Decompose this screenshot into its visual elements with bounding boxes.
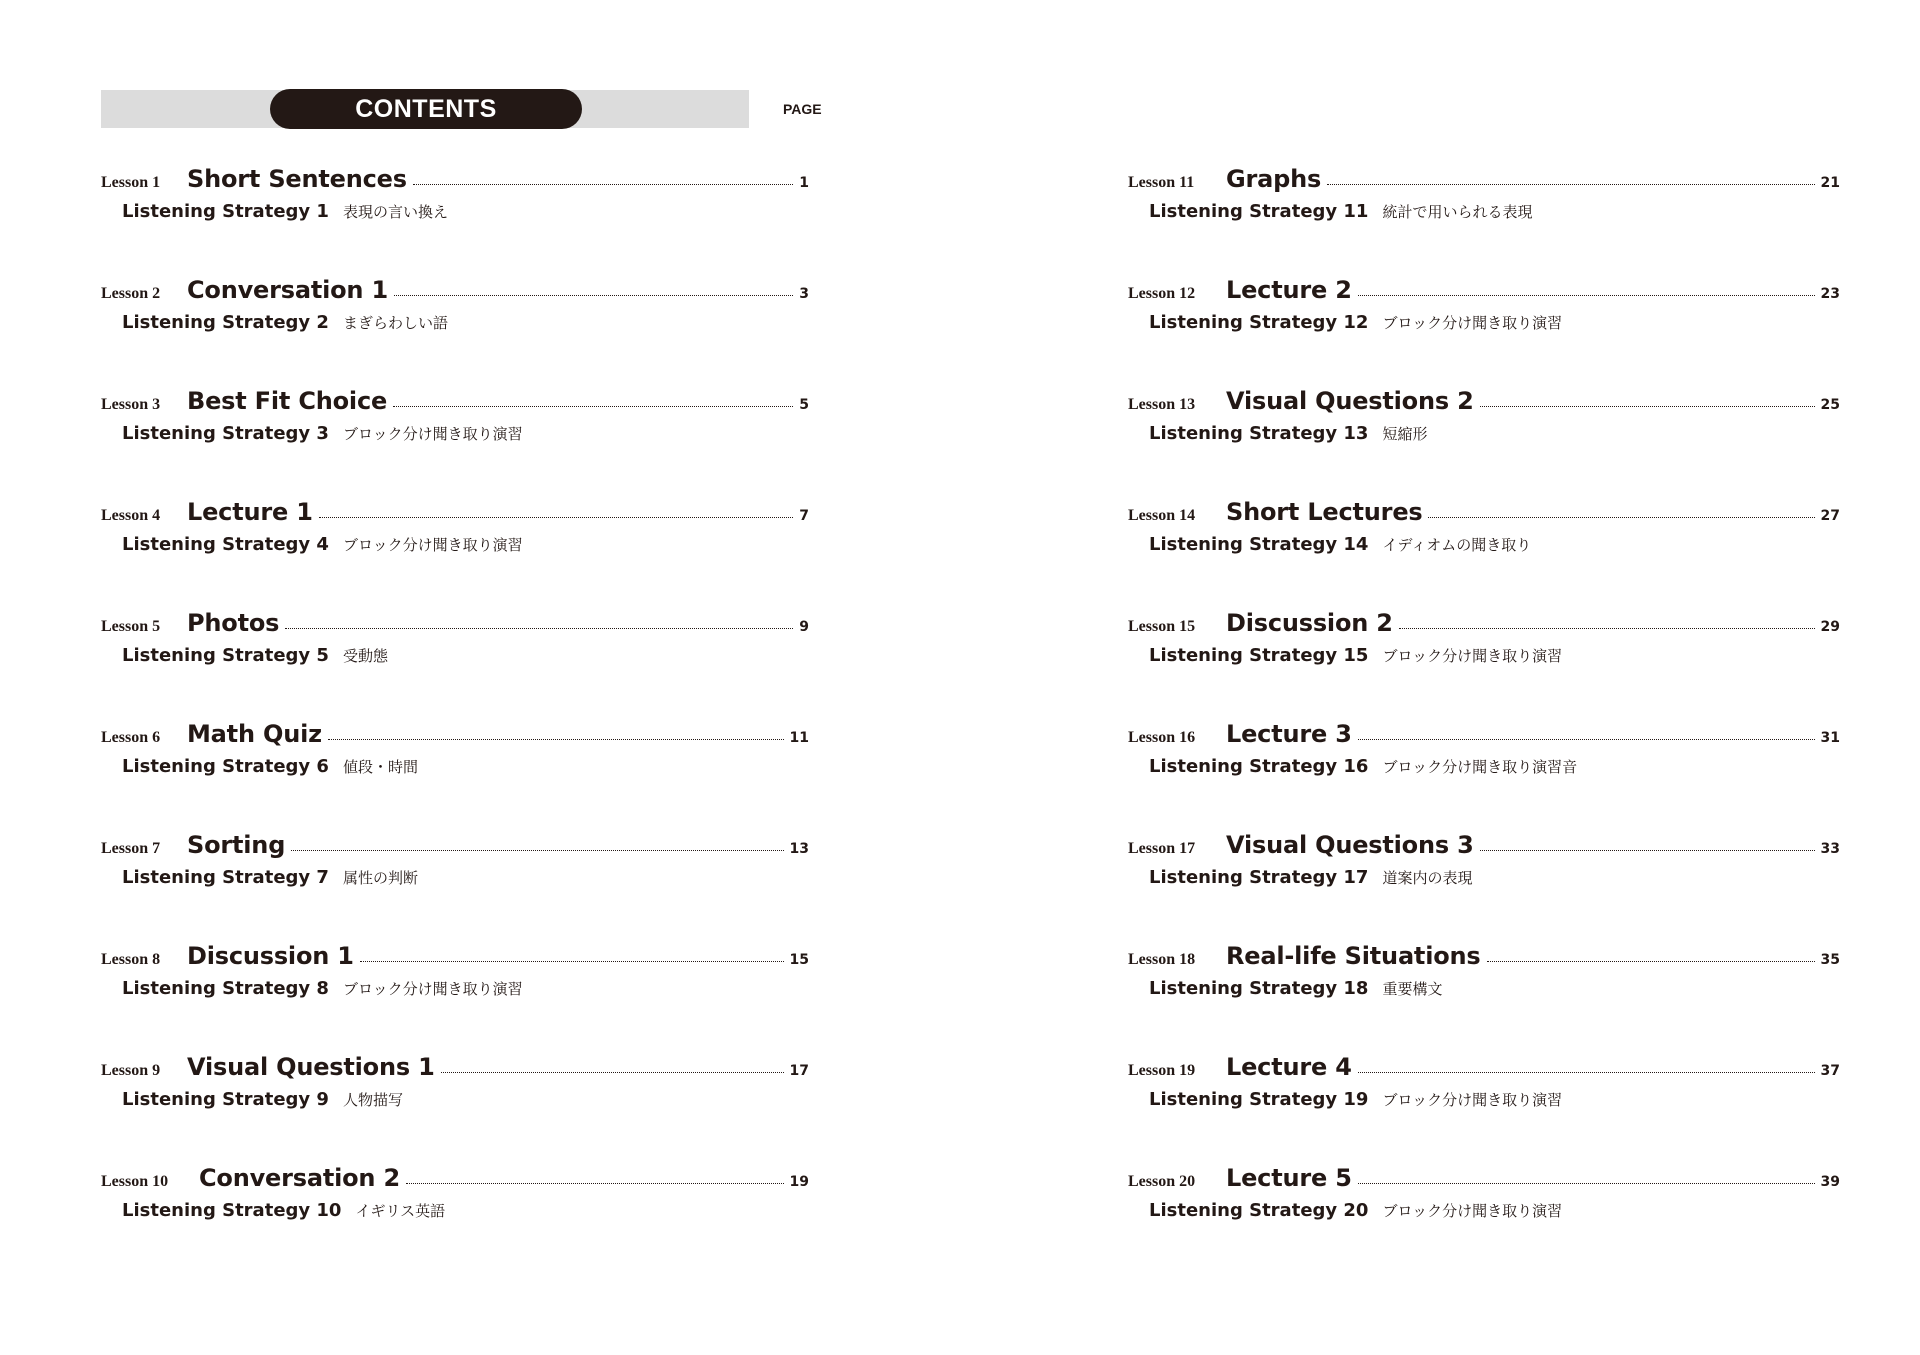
dot-leader bbox=[360, 961, 784, 962]
page-number: 15 bbox=[789, 952, 809, 968]
toc-entry[interactable] bbox=[101, 387, 809, 467]
strategy-note: 短縮形 bbox=[1382, 425, 1428, 443]
lesson-number: Lesson 9 bbox=[101, 1062, 161, 1079]
strategy-note: ブロック分け聞き取り演習 bbox=[342, 536, 523, 554]
dot-leader bbox=[1399, 628, 1815, 629]
strategy-note: 受動態 bbox=[342, 647, 388, 665]
lesson-title: Short Sentences bbox=[187, 165, 407, 193]
dot-leader bbox=[393, 406, 793, 407]
strategy-label: Listening Strategy 17 bbox=[1149, 867, 1369, 888]
lesson-number: Lesson 2 bbox=[101, 285, 161, 302]
strategy-note: ブロック分け聞き取り演習 bbox=[1382, 1091, 1563, 1109]
page-number: 33 bbox=[1820, 841, 1840, 857]
lesson-number: Lesson 4 bbox=[101, 507, 161, 524]
dot-leader bbox=[1327, 184, 1814, 185]
lesson-number: Lesson 3 bbox=[101, 396, 161, 413]
page-number: 9 bbox=[799, 619, 809, 635]
strategy-note: 表現の言い換え bbox=[342, 203, 448, 221]
lesson-title: Visual Questions 3 bbox=[1226, 831, 1474, 859]
strategy-note: ブロック分け聞き取り演習 bbox=[342, 980, 523, 998]
page-number: 39 bbox=[1820, 1174, 1840, 1190]
dot-leader bbox=[1487, 961, 1815, 962]
strategy-label: Listening Strategy 2 bbox=[122, 312, 329, 333]
lesson-title: Short Lectures bbox=[1226, 498, 1423, 526]
dot-leader bbox=[1480, 406, 1815, 407]
strategy-note: ブロック分け聞き取り演習 bbox=[1382, 314, 1563, 332]
page-number: 29 bbox=[1820, 619, 1840, 635]
toc-entry[interactable] bbox=[1128, 276, 1840, 356]
strategy-label: Listening Strategy 8 bbox=[122, 978, 329, 999]
toc-entry[interactable] bbox=[101, 498, 809, 578]
toc-entry[interactable] bbox=[101, 165, 809, 245]
dot-leader bbox=[394, 295, 793, 296]
dot-leader bbox=[285, 628, 793, 629]
lesson-title: Photos bbox=[187, 609, 280, 637]
toc-entry[interactable] bbox=[1128, 165, 1840, 245]
lesson-number: Lesson 15 bbox=[1128, 618, 1196, 635]
lesson-number: Lesson 1 bbox=[101, 174, 161, 191]
toc-entry[interactable] bbox=[101, 720, 809, 800]
strategy-label: Listening Strategy 3 bbox=[122, 423, 329, 444]
toc-entry[interactable] bbox=[1128, 1164, 1840, 1244]
contents-title: CONTENTS bbox=[271, 90, 581, 128]
dot-leader bbox=[406, 1183, 784, 1184]
lesson-title: Visual Questions 1 bbox=[187, 1053, 435, 1081]
lesson-number: Lesson 17 bbox=[1128, 840, 1196, 857]
page-number: 17 bbox=[789, 1063, 809, 1079]
lesson-title: Discussion 1 bbox=[187, 942, 354, 970]
lesson-number: Lesson 10 bbox=[101, 1173, 169, 1190]
page-number: 37 bbox=[1820, 1063, 1840, 1079]
toc-entry[interactable] bbox=[101, 1053, 809, 1133]
page-number: 23 bbox=[1820, 286, 1840, 302]
lesson-title: Best Fit Choice bbox=[187, 387, 388, 415]
dot-leader bbox=[1358, 1183, 1815, 1184]
page-number: 31 bbox=[1820, 730, 1840, 746]
lesson-title: Lecture 4 bbox=[1226, 1053, 1352, 1081]
strategy-note: ブロック分け聞き取り演習音 bbox=[1382, 758, 1578, 776]
toc-entry[interactable] bbox=[1128, 498, 1840, 578]
dot-leader bbox=[291, 850, 783, 851]
strategy-label: Listening Strategy 9 bbox=[122, 1089, 329, 1110]
strategy-note: ブロック分け聞き取り演習 bbox=[342, 425, 523, 443]
toc-entry[interactable] bbox=[101, 276, 809, 356]
page-number: 7 bbox=[799, 508, 809, 524]
strategy-label: Listening Strategy 6 bbox=[122, 756, 329, 777]
lesson-title: Lecture 3 bbox=[1226, 720, 1352, 748]
lesson-number: Lesson 13 bbox=[1128, 396, 1196, 413]
page-number: 5 bbox=[799, 397, 809, 413]
dot-leader bbox=[319, 517, 794, 518]
lesson-title: Visual Questions 2 bbox=[1226, 387, 1474, 415]
strategy-note: 人物描写 bbox=[342, 1091, 403, 1109]
page-number: 25 bbox=[1820, 397, 1840, 413]
dot-leader bbox=[413, 184, 793, 185]
toc-entry[interactable] bbox=[101, 831, 809, 911]
strategy-note: 重要構文 bbox=[1382, 980, 1443, 998]
strategy-label: Listening Strategy 13 bbox=[1149, 423, 1369, 444]
lesson-title: Real-life Situations bbox=[1226, 942, 1481, 970]
strategy-label: Listening Strategy 16 bbox=[1149, 756, 1369, 777]
lesson-title: Lecture 1 bbox=[187, 498, 313, 526]
strategy-label: Listening Strategy 12 bbox=[1149, 312, 1369, 333]
strategy-label: Listening Strategy 10 bbox=[122, 1200, 342, 1221]
lesson-number: Lesson 18 bbox=[1128, 951, 1196, 968]
dot-leader bbox=[441, 1072, 784, 1073]
lesson-number: Lesson 11 bbox=[1128, 174, 1195, 191]
strategy-label: Listening Strategy 1 bbox=[122, 201, 329, 222]
strategy-label: Listening Strategy 15 bbox=[1149, 645, 1369, 666]
lesson-number: Lesson 5 bbox=[101, 618, 161, 635]
strategy-label: Listening Strategy 4 bbox=[122, 534, 329, 555]
dot-leader bbox=[1358, 1072, 1815, 1073]
toc-entry[interactable] bbox=[1128, 609, 1840, 689]
strategy-note: 値段・時間 bbox=[342, 758, 418, 776]
page-number: 27 bbox=[1820, 508, 1840, 524]
lesson-number: Lesson 20 bbox=[1128, 1173, 1196, 1190]
page-number: 35 bbox=[1820, 952, 1840, 968]
toc-entry[interactable] bbox=[101, 609, 809, 689]
dot-leader bbox=[328, 739, 784, 740]
strategy-label: Listening Strategy 19 bbox=[1149, 1089, 1369, 1110]
lesson-title: Lecture 5 bbox=[1226, 1164, 1352, 1192]
strategy-label: Listening Strategy 5 bbox=[122, 645, 329, 666]
toc-entry[interactable] bbox=[1128, 720, 1840, 800]
toc-entry[interactable] bbox=[101, 942, 809, 1022]
lesson-number: Lesson 16 bbox=[1128, 729, 1196, 746]
page-number: 3 bbox=[799, 286, 809, 302]
strategy-note: イギリス英語 bbox=[355, 1202, 446, 1220]
dot-leader bbox=[1358, 739, 1815, 740]
strategy-note: イディオムの聞き取り bbox=[1382, 536, 1532, 554]
strategy-note: ブロック分け聞き取り演習 bbox=[1382, 647, 1563, 665]
page-number: 13 bbox=[789, 841, 809, 857]
lesson-number: Lesson 8 bbox=[101, 951, 161, 968]
lesson-number: Lesson 6 bbox=[101, 729, 161, 746]
strategy-note: 道案内の表現 bbox=[1382, 869, 1473, 887]
lesson-title: Math Quiz bbox=[187, 720, 322, 748]
lesson-number: Lesson 19 bbox=[1128, 1062, 1196, 1079]
toc-entry[interactable] bbox=[1128, 1053, 1840, 1133]
dot-leader bbox=[1428, 517, 1814, 518]
toc-entry[interactable] bbox=[1128, 831, 1840, 911]
lesson-title: Conversation 1 bbox=[187, 276, 388, 304]
dot-leader bbox=[1480, 850, 1815, 851]
lesson-title: Graphs bbox=[1226, 165, 1322, 193]
page-number: 11 bbox=[789, 730, 809, 746]
lesson-title: Discussion 2 bbox=[1226, 609, 1393, 637]
strategy-label: Listening Strategy 20 bbox=[1149, 1200, 1369, 1221]
page-number: 1 bbox=[799, 175, 809, 191]
strategy-label: Listening Strategy 7 bbox=[122, 867, 329, 888]
strategy-label: Listening Strategy 18 bbox=[1149, 978, 1369, 999]
lesson-number: Lesson 12 bbox=[1128, 285, 1196, 302]
page-number: 19 bbox=[789, 1174, 809, 1190]
strategy-note: 統計で用いられる表現 bbox=[1382, 203, 1533, 221]
strategy-note: ブロック分け聞き取り演習 bbox=[1382, 1202, 1563, 1220]
dot-leader bbox=[1358, 295, 1815, 296]
strategy-label: Listening Strategy 14 bbox=[1149, 534, 1369, 555]
strategy-note: まぎらわしい語 bbox=[342, 314, 448, 332]
lesson-title: Conversation 2 bbox=[199, 1164, 400, 1192]
lesson-number: Lesson 7 bbox=[101, 840, 161, 857]
lesson-number: Lesson 14 bbox=[1128, 507, 1196, 524]
toc-entry[interactable] bbox=[101, 1164, 809, 1244]
strategy-label: Listening Strategy 11 bbox=[1149, 201, 1369, 222]
lesson-title: Sorting bbox=[187, 831, 286, 859]
lesson-title: Lecture 2 bbox=[1226, 276, 1352, 304]
page-column-label: PAGE bbox=[783, 101, 822, 117]
strategy-note: 属性の判断 bbox=[342, 869, 418, 887]
page-number: 21 bbox=[1820, 175, 1840, 191]
toc-entry[interactable] bbox=[1128, 387, 1840, 467]
toc-entry[interactable] bbox=[1128, 942, 1840, 1022]
